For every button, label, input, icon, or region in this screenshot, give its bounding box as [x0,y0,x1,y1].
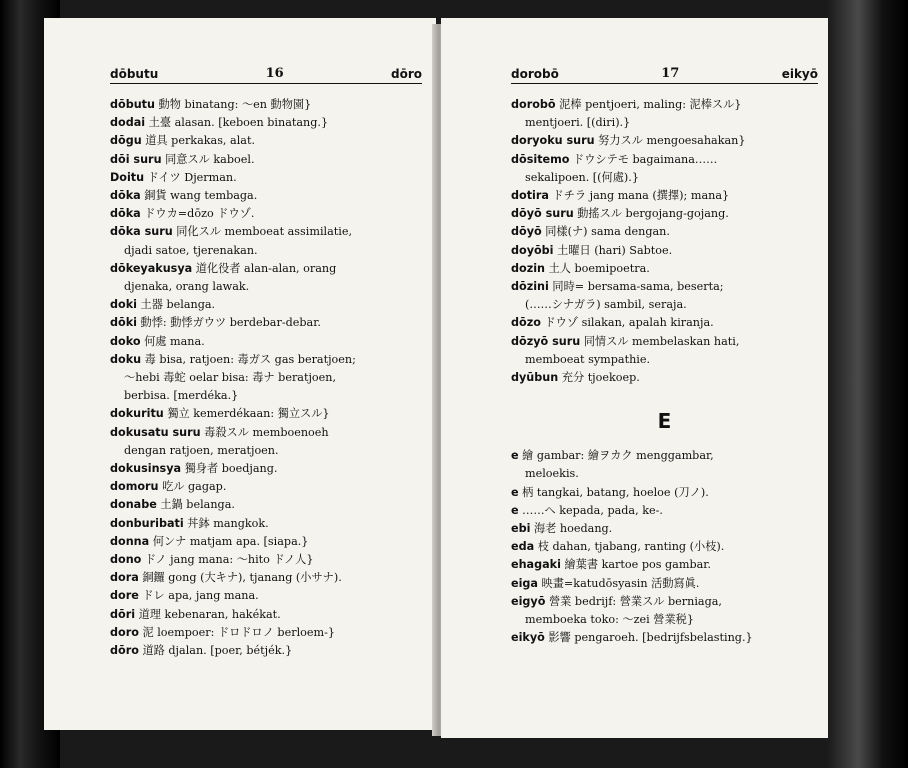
headword: dōki [110,316,137,330]
dictionary-entry [110,333,422,351]
entry-definition: 丼鉢 mangkok. [183,516,269,530]
headword: ehagaki [511,558,561,572]
headword: eigyō [511,594,546,608]
entry-definition: 影響 pengaroeh. [bedrijfsbelasting.} [544,631,753,645]
entry-definition: 土人 boemipoetra. [545,261,650,275]
headword: doyōbi [511,243,554,257]
entry-definition: sekalipoen. [(何處).} [525,170,639,184]
dictionary-entry [110,96,422,114]
headword: dōyō [511,225,542,239]
entry-definition: dengan ratjoen, meratjoen. [124,443,279,457]
entry-definition: memboeat sympathie. [525,352,651,366]
entry-definition: ドウカ=dōzo ドウゾ. [140,207,255,221]
dictionary-entry [110,606,422,624]
dictionary-entry [110,260,422,278]
entry-continuation [110,387,422,405]
headword: dono [110,553,142,567]
entry-definition: 銅貨 wang tembaga. [140,189,258,203]
right-book-edge [828,0,908,768]
entry-definition: 何ンナ matjam apa. [siapa.} [149,534,309,548]
entry-definition: 同化スル memboeat assimilatie, [172,225,353,239]
entry-definition: 同樣(ナ) sama dengan. [541,225,670,239]
dictionary-entry [511,538,818,556]
entry-definition: 吃ル gagap. [158,480,227,494]
right-guide-word-last: eikyō [781,67,818,81]
dictionary-entry [110,460,422,478]
e-section-entry-list [511,447,818,647]
entry-continuation [110,442,422,460]
dictionary-entry [511,575,818,593]
dictionary-entry [110,642,422,660]
dictionary-entry [110,533,422,551]
entry-definition: 泥棒 pentjoeri, maling: 泥棒スル} [555,98,742,111]
headword: e [511,449,519,463]
headword: dozin [511,261,546,275]
dictionary-entry [110,624,422,642]
headword: donna [110,534,150,548]
entry-definition: meloekis. [525,467,579,481]
dictionary-entry [110,478,422,496]
entry-definition: 海老 hoedang. [530,522,613,536]
entry-definition: 道化役者 alan-alan, orang [192,261,337,275]
headword: dōbutu [110,98,155,111]
dictionary-entry [110,187,422,205]
dictionary-entry [110,569,422,587]
headword: eikyō [511,631,545,645]
entry-definition: 充分 tjoekoep. [558,371,640,385]
dictionary-entry [110,223,422,241]
headword: doki [110,298,137,312]
headword: ebi [511,522,531,536]
left-running-head [110,66,422,84]
headword: dōri [110,607,136,621]
entry-continuation [511,465,818,483]
entry-definition: 動悸: 動悸ガウツ berdebar-debar. [136,316,321,330]
left-entry-list [110,96,422,660]
headword: dotira [511,189,549,203]
headword: dōsitemo [511,152,570,166]
entry-definition: ドノ jang mana: ～hito ドノ人} [141,553,314,567]
entry-continuation [511,114,818,132]
headword: dorobō [511,98,556,111]
dictionary-entry [110,169,422,187]
entry-continuation [110,278,422,296]
entry-definition: ドチラ jang mana (撰擇); mana} [548,189,730,203]
dictionary-entry [511,520,818,538]
dictionary-entry [110,314,422,332]
headword: e [511,503,519,517]
entry-continuation [511,169,818,187]
headword: e [511,485,519,499]
headword: dōka suru [110,225,173,239]
entry-continuation [110,369,422,387]
dictionary-entry [511,484,818,502]
dictionary-entry [110,496,422,514]
entry-definition: 柄 tangkai, batang, hoeloe (刀ノ). [518,485,709,499]
headword: eda [511,540,535,554]
entry-definition: ドウゾ silakan, apalah kiranja. [540,316,714,330]
headword: domoru [110,480,159,494]
dictionary-entry [511,314,818,332]
left-page [44,18,436,730]
entry-definition: 土曜日 (hari) Sabtoe. [553,243,673,257]
headword: dora [110,571,139,585]
entry-continuation [511,611,818,629]
entry-definition: djadi satoe, tjerenakan. [124,243,258,257]
entry-definition: 毒殺スル memboenoeh [200,425,329,439]
entry-definition: 動物 binatang: ～en 動物園} [154,98,312,111]
entry-definition: ドウシテモ bagaimana…… [569,152,718,166]
entry-definition: djenaka, orang lawak. [124,280,250,294]
entry-definition: 努力スル mengoesahakan} [594,134,746,148]
entry-definition: 道路 djalan. [poer, bétjék.} [138,644,293,658]
entry-continuation [511,296,818,314]
entry-definition: 映畫=katudōsyasin 活動寫眞. [537,576,700,590]
dictionary-entry [511,223,818,241]
headword: donburibati [110,516,184,530]
right-page-number: 17 [661,66,680,81]
headword: donabe [110,498,157,512]
entry-definition: ドレ apa, jang mana. [138,589,259,603]
entry-definition: 營業 bedrijf: 營業スル berniaga, [545,594,722,608]
dictionary-entry [110,151,422,169]
headword: dōkeyakusya [110,261,193,275]
entry-continuation [110,242,422,260]
dictionary-entry [110,205,422,223]
headword: dokusatu suru [110,425,201,439]
dictionary-entry [511,260,818,278]
headword: dōka [110,189,141,203]
headword: dōi suru [110,152,162,166]
dictionary-entry [511,151,818,169]
dictionary-entry [511,205,818,223]
headword: dōka [110,207,141,221]
entry-definition: ……へ kepada, pada, ke-. [518,503,663,517]
dictionary-entry [511,333,818,351]
entry-definition: 道理 kebenaran, hakékat. [135,607,281,621]
entry-definition: (……シナガラ) sambil, seraja. [525,298,687,312]
headword: dōzo [511,316,541,330]
entry-definition: 枝 dahan, tjabang, ranting (小枝). [534,540,725,554]
dictionary-entry [511,629,818,647]
right-page [441,18,828,738]
entry-definition: ～hebi 毒蛇 oelar bisa: 毒ナ beratjoen, [124,371,337,385]
dictionary-entry [110,351,422,369]
right-guide-word-first: dorobō [511,67,559,81]
entry-definition: 同情スル membelaskan hati, [580,334,740,348]
entry-definition: 何處 mana. [140,334,205,348]
entry-definition: 道具 perkakas, alat. [141,134,256,148]
headword: dodai [110,116,146,130]
dictionary-entry [110,405,422,423]
dictionary-entry [511,242,818,260]
entry-definition: 同意スル kaboel. [161,152,255,166]
headword: dōzini [511,280,549,294]
entry-definition: 繪 gambar: 繪ヲカク menggambar, [518,449,714,463]
entry-definition: 動搖スル bergojang-gojang. [573,207,729,221]
entry-definition: 土鍋 belanga. [156,498,235,512]
dictionary-entry [511,593,818,611]
dictionary-entry [511,96,818,114]
entry-definition: 土器 belanga. [136,298,216,312]
dictionary-entry [110,587,422,605]
headword: dyūbun [511,371,559,385]
dictionary-entry [511,278,818,296]
headword: doro [110,625,139,639]
dictionary-entry [511,132,818,150]
headword: dōzyō suru [511,334,581,348]
entry-definition: 獨身者 boedjang. [181,462,278,476]
headword: Doitu [110,170,145,184]
dictionary-entry [110,551,422,569]
headword: doryoku suru [511,134,595,148]
dictionary-entry [511,187,818,205]
headword: eiga [511,576,538,590]
headword: doku [110,352,142,366]
right-running-head [511,66,818,84]
headword: dokusinsya [110,462,182,476]
entry-definition: 繪葉書 kartoe pos gambar. [560,558,711,572]
entry-definition: 毒 bisa, ratjoen: 毒ガス gas beratjoen; [141,352,356,366]
entry-definition: 獨立 kemerdékaan: 獨立スル} [163,407,330,421]
headword: dokuritu [110,407,164,421]
left-guide-word-first: dōbutu [110,67,159,81]
dictionary-entry [511,502,818,520]
entry-definition: 同時= bersama-sama, beserta; [548,280,724,294]
headword: dōyō suru [511,207,574,221]
dictionary-entry [110,424,422,442]
dictionary-entry [511,447,818,465]
entry-definition: memboeka toko: ～zei 營業税} [525,613,694,627]
dictionary-entry [511,556,818,574]
dictionary-entry [110,114,422,132]
dictionary-entry [110,515,422,533]
left-page-number: 16 [265,66,284,81]
entry-definition: 土臺 alasan. [keboen binatang.} [145,116,329,130]
section-letter-e: E [657,409,672,434]
entry-definition: 銅鑼 gong (大キナ), tjanang (小サナ). [138,571,342,585]
dictionary-entry [110,296,422,314]
headword: dōgu [110,134,142,148]
left-guide-word-last: dōro [391,67,422,81]
entry-definition: berbisa. [merdéka.} [124,389,239,403]
headword: dore [110,589,139,603]
headword: dōro [110,644,139,658]
entry-definition: mentjoeri. [(diri).} [525,116,631,130]
entry-definition: 泥 loempoer: ドロドロノ berloem-} [138,625,336,639]
right-entry-list [511,96,818,387]
entry-definition: ドイツ Djerman. [144,170,237,184]
headword: doko [110,334,141,348]
entry-continuation [511,351,818,369]
dictionary-entry [110,132,422,150]
dictionary-entry [511,369,818,387]
